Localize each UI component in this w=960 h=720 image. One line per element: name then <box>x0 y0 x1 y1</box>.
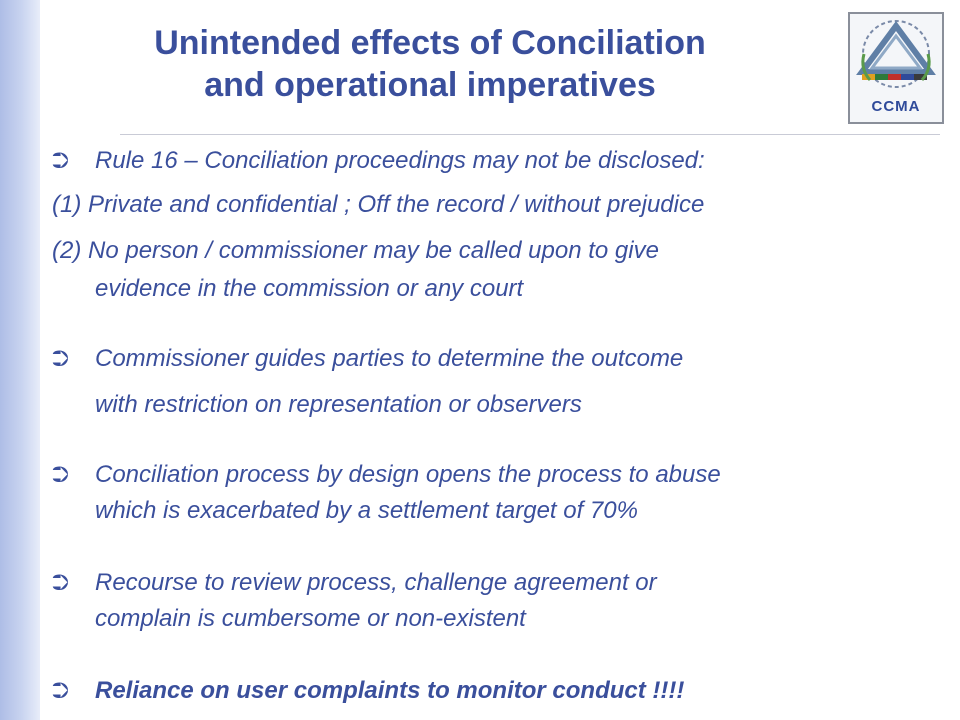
process-text-line1: Conciliation process by design opens the process to abuse <box>95 461 721 488</box>
process-text-line2: which is exacerbated by a settlement target of 70% <box>95 497 638 524</box>
rule16-text: Rule 16 – Conciliation proceedings may not be disclosed: <box>95 147 705 174</box>
title-line-1: Unintended effects of Conciliation <box>154 24 706 62</box>
bullet-arrow-icon: ⮊ <box>52 346 69 371</box>
bullet-arrow-icon: ⮊ <box>52 678 69 703</box>
guides-text-line2: with restriction on representation or observers <box>95 391 582 418</box>
recourse-text-line1: Recourse to review process, challenge agreement or <box>95 569 657 596</box>
bullet-arrow-icon: ⮊ <box>52 570 69 595</box>
title-line-2: and operational imperatives <box>204 66 656 104</box>
bullet-arrow-icon: ⮊ <box>52 462 69 487</box>
recourse-text-line2: complain is cumbersome or non-existent <box>95 605 526 632</box>
bullet-arrow-icon: ⮊ <box>52 148 69 173</box>
item2-text-line1: (2) No person / commissioner may be called upon to give <box>52 237 659 264</box>
reliance-text: Reliance on user complaints to monitor conduct !!!! <box>95 677 685 704</box>
item2-text-line2: evidence in the commission or any court <box>95 275 524 302</box>
guides-text-line1: Commissioner guides parties to determine the outcome <box>95 345 684 372</box>
logo-text: CCMA <box>871 98 921 115</box>
item1-text: (1) Private and confidential ; Off the record / without prejudice <box>52 191 705 218</box>
